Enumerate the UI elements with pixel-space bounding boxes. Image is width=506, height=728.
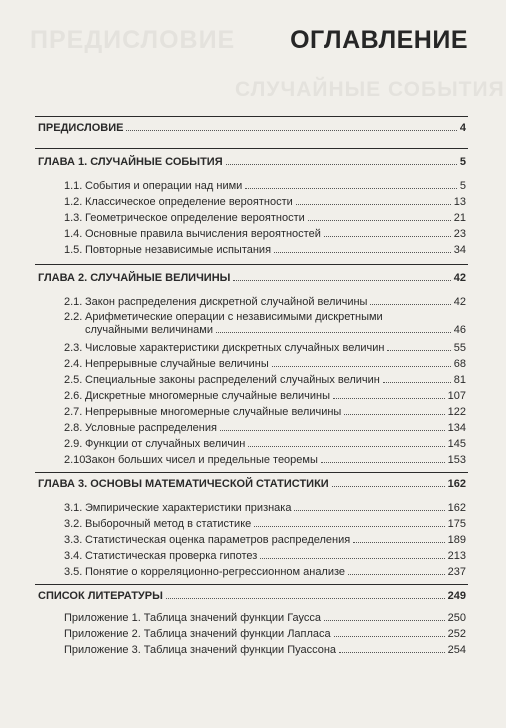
toc-page-number: 122	[447, 406, 466, 418]
dot-leader	[233, 280, 450, 281]
toc-entry-label: ГЛАВА 3. ОСНОВЫ МАТЕМАТИЧЕСКОЙ СТАТИСТИКИ	[38, 478, 329, 490]
toc-page-number: 250	[447, 612, 466, 624]
toc-page-number: 249	[447, 590, 466, 602]
toc-entry-section[interactable]: 1.3. Геометрическое определение вероятности 21	[64, 212, 466, 224]
toc-entry-label: ГЛАВА 2. СЛУЧАЙНЫЕ ВЕЛИЧИНЫ	[38, 272, 231, 284]
bleed-through-heading-right: СЛУЧАЙНЫЕ СОБЫТИЯ	[235, 78, 505, 101]
toc-page-number: 55	[453, 342, 466, 354]
dot-leader	[321, 462, 445, 463]
dot-leader	[166, 598, 445, 599]
toc-page-number: 4	[459, 122, 466, 134]
dot-leader	[248, 446, 444, 447]
toc-page-number: 237	[447, 566, 466, 578]
toc-entry-label: Приложение 3. Таблица значений функции Пуассона	[64, 644, 337, 656]
divider	[35, 472, 468, 473]
dot-leader	[348, 574, 445, 575]
toc-entry-label: СПИСОК ЛИТЕРАТУРЫ	[38, 590, 163, 602]
toc-entry-bibliography[interactable]	[0, 590, 506, 603]
toc-entry-section[interactable]: 1.4. Основные правила вычисления вероятностей 23	[64, 228, 466, 240]
dot-leader	[353, 542, 444, 543]
toc-entry-chapter-2[interactable]	[0, 272, 506, 285]
dot-leader	[226, 164, 457, 165]
dot-leader	[333, 398, 445, 399]
toc-entry-section[interactable]: 2.3. Числовые характеристики дискретных случайных величин 55	[64, 342, 466, 354]
toc-page-number: 107	[447, 390, 466, 402]
dot-leader	[245, 188, 457, 189]
dot-leader	[344, 414, 444, 415]
toc-entry-label: ГЛАВА 1. СЛУЧАЙНЫЕ СОБЫТИЯ	[38, 156, 223, 168]
toc-entry-section[interactable]: 2.10.Закон больших чисел и предельные теоремы 153	[64, 454, 466, 466]
toc-page-number: 5	[459, 156, 466, 168]
toc-entry-section[interactable]: 2.9. Функции от случайных величин 145	[64, 438, 466, 450]
dot-leader	[274, 252, 451, 253]
dot-leader	[383, 382, 451, 383]
toc-entry-section[interactable]: 3.3. Статистическая оценка параметров распределения 189	[64, 534, 466, 546]
toc-entry-label: Приложение 2. Таблица значений функции Лапласа	[64, 628, 331, 640]
dot-leader	[370, 304, 450, 305]
toc-entry-section[interactable]: 1.2. Классическое определение вероятности 13	[64, 196, 466, 208]
toc-entry-chapter-3[interactable]	[0, 478, 506, 491]
toc-entry-section[interactable]: 2.2. Арифметические операции с независимыми дискретными случайными величинами 46	[64, 311, 466, 336]
page-title: ОГЛАВЛЕНИЕ	[290, 26, 468, 54]
toc-entry-section[interactable]: 3.2. Выборочный метод в статистике 175	[64, 518, 466, 530]
toc-entry-section[interactable]: 2.7. Непрерывные многомерные случайные величины 122	[64, 406, 466, 418]
divider	[35, 148, 468, 149]
toc-page-number: 134	[447, 422, 466, 434]
dot-leader	[296, 204, 451, 205]
dot-leader	[216, 332, 451, 333]
divider	[35, 116, 468, 117]
toc-entry-section[interactable]: 2.5. Специальные законы распределений случайных величин 81	[64, 374, 466, 386]
toc-entry-label: Приложение 1. Таблица значений функции Гаусса	[64, 612, 322, 624]
toc-page-number: 68	[453, 358, 466, 370]
dot-leader	[308, 220, 451, 221]
toc-entry-section[interactable]: 2.1. Закон распределения дискретной случайной величины 42	[64, 296, 466, 308]
toc-page-number: 254	[447, 644, 466, 656]
dot-leader	[260, 558, 444, 559]
toc-page-number: 46	[453, 324, 466, 336]
dot-leader	[339, 652, 445, 653]
dot-leader	[324, 236, 451, 237]
toc-entry-appendix[interactable]	[0, 612, 506, 625]
toc-page-number: 21	[453, 212, 466, 224]
toc-page-number: 162	[447, 502, 466, 514]
toc-entry-section[interactable]: 2.4. Непрерывные случайные величины 68	[64, 358, 466, 370]
toc-page-number: 252	[447, 628, 466, 640]
toc-entry-label: ПРЕДИСЛОВИЕ	[38, 122, 124, 134]
dot-leader	[294, 510, 444, 511]
bleed-through-heading-left: ПРЕДИСЛОВИЕ	[30, 26, 236, 54]
toc-page-number: 5	[459, 180, 466, 192]
toc-entry-appendix[interactable]	[0, 628, 506, 641]
toc-page-number: 153	[447, 454, 466, 466]
dot-leader	[332, 486, 445, 487]
toc-page-number: 145	[447, 438, 466, 450]
toc-page-number: 23	[453, 228, 466, 240]
toc-page-number: 213	[447, 550, 466, 562]
toc-page-number: 42	[453, 272, 466, 284]
toc-entry-section[interactable]: 2.6. Дискретные многомерные случайные величины 107	[64, 390, 466, 402]
dot-leader	[220, 430, 445, 431]
toc-entry-appendix[interactable]	[0, 644, 506, 657]
dot-leader	[272, 366, 451, 367]
divider	[35, 264, 468, 265]
dot-leader	[334, 636, 445, 637]
toc-entry-section[interactable]: 3.1. Эмпирические характеристики признака 162	[64, 502, 466, 514]
toc-page-number: 13	[453, 196, 466, 208]
toc-page-number: 189	[447, 534, 466, 546]
dot-leader	[387, 350, 450, 351]
toc-page-number: 34	[453, 244, 466, 256]
toc-page-number: 175	[447, 518, 466, 530]
toc-page-number: 162	[447, 478, 466, 490]
toc-entry-section[interactable]: 3.4. Статистическая проверка гипотез 213	[64, 550, 466, 562]
toc-entry-preface[interactable]	[0, 122, 506, 135]
toc-entry-section[interactable]: 2.8. Условные распределения 134	[64, 422, 466, 434]
dot-leader	[324, 620, 445, 621]
toc-entry-chapter-1[interactable]	[0, 156, 506, 169]
toc-entry-section[interactable]: 3.5. Понятие о корреляционно-регрессионном анализе 237	[64, 566, 466, 578]
toc-page-number: 42	[453, 296, 466, 308]
toc-entry-section[interactable]: 1.5. Повторные независимые испытания 34	[64, 244, 466, 256]
dot-leader	[254, 526, 444, 527]
dot-leader	[126, 130, 456, 131]
toc-entry-section[interactable]: 1.1. События и операции над ними 5	[64, 180, 466, 192]
divider	[35, 584, 468, 585]
toc-page-number: 81	[453, 374, 466, 386]
